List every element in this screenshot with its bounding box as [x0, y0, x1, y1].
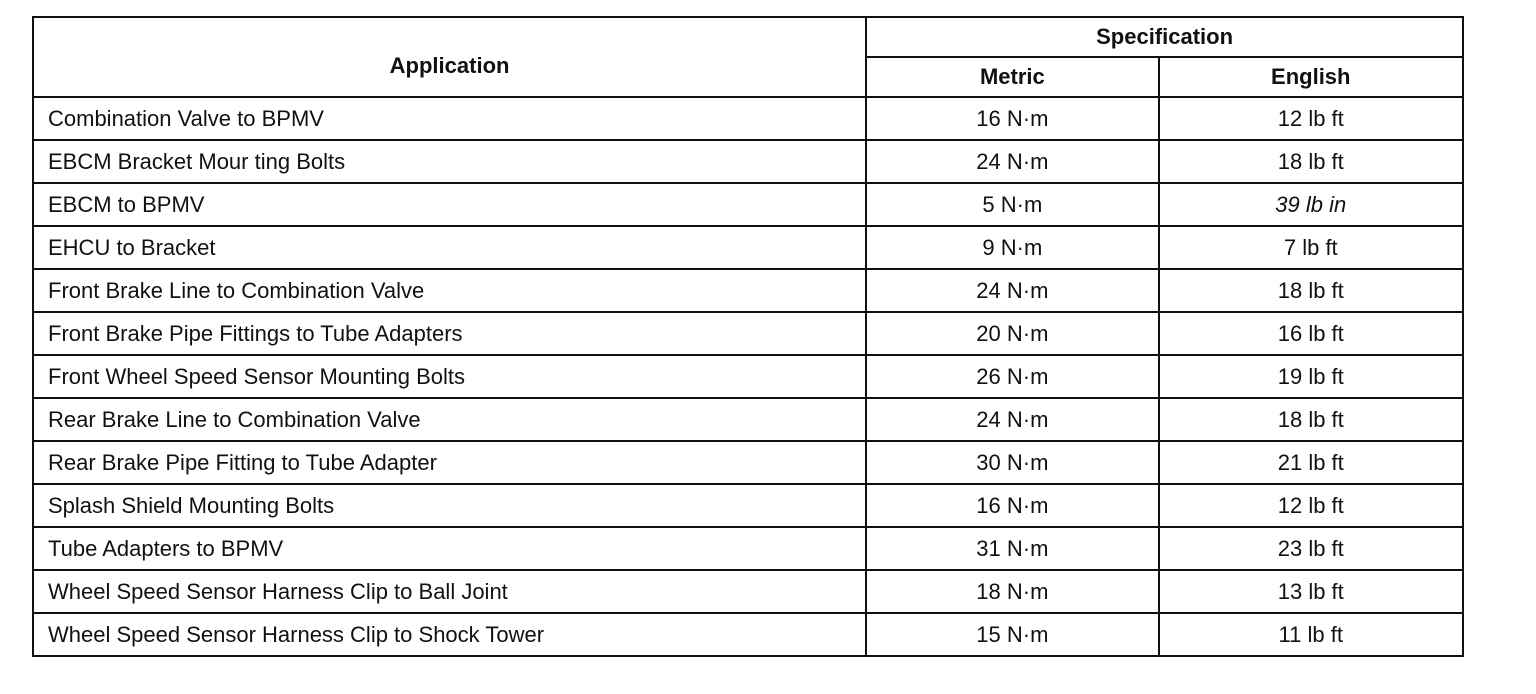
metric-cell: 24 N·m [866, 140, 1158, 183]
english-cell: 7 lb ft [1159, 226, 1463, 269]
table-row [33, 226, 1463, 269]
application-cell: Wheel Speed Sensor Harness Clip to Shock Tower [33, 613, 866, 656]
table-row [33, 183, 1463, 226]
application-cell: EBCM Bracket Mour ting Bolts [33, 140, 866, 183]
application-cell: Combination Valve to BPMV [33, 97, 866, 140]
english-cell: 39 lb in [1159, 183, 1463, 226]
english-cell: 12 lb ft [1159, 484, 1463, 527]
english-cell: 18 lb ft [1159, 269, 1463, 312]
metric-cell: 16 N·m [866, 97, 1158, 140]
table-row [33, 140, 1463, 183]
metric-cell: 18 N·m [866, 570, 1158, 613]
application-cell: Tube Adapters to BPMV [33, 527, 866, 570]
metric-header: Metric [866, 57, 1158, 97]
table-row [33, 355, 1463, 398]
table-row [33, 613, 1463, 656]
table-body [33, 97, 1463, 656]
table-row [33, 97, 1463, 140]
application-header: Application [33, 17, 866, 97]
torque-spec-table [32, 16, 1464, 657]
english-cell: 16 lb ft [1159, 312, 1463, 355]
english-cell: 13 lb ft [1159, 570, 1463, 613]
english-cell: 18 lb ft [1159, 140, 1463, 183]
application-cell: Front Brake Pipe Fittings to Tube Adapters [33, 312, 866, 355]
application-cell: Front Wheel Speed Sensor Mounting Bolts [33, 355, 866, 398]
table-row [33, 312, 1463, 355]
metric-cell: 30 N·m [866, 441, 1158, 484]
application-cell: Rear Brake Pipe Fitting to Tube Adapter [33, 441, 866, 484]
table-row [33, 527, 1463, 570]
english-cell: 23 lb ft [1159, 527, 1463, 570]
table-header [33, 17, 1463, 97]
header-row-top [33, 17, 1463, 57]
metric-cell: 15 N·m [866, 613, 1158, 656]
english-cell: 18 lb ft [1159, 398, 1463, 441]
english-cell: 11 lb ft [1159, 613, 1463, 656]
metric-cell: 31 N·m [866, 527, 1158, 570]
metric-cell: 24 N·m [866, 398, 1158, 441]
english-header: English [1159, 57, 1463, 97]
metric-cell: 24 N·m [866, 269, 1158, 312]
application-cell: EBCM to BPMV [33, 183, 866, 226]
metric-cell: 20 N·m [866, 312, 1158, 355]
metric-cell: 5 N·m [866, 183, 1158, 226]
application-cell: Front Brake Line to Combination Valve [33, 269, 866, 312]
metric-cell: 26 N·m [866, 355, 1158, 398]
metric-cell: 9 N·m [866, 226, 1158, 269]
table-row [33, 269, 1463, 312]
table-row [33, 570, 1463, 613]
application-cell: Wheel Speed Sensor Harness Clip to Ball Joint [33, 570, 866, 613]
specification-header: Specification [866, 17, 1463, 57]
table-row [33, 484, 1463, 527]
english-cell: 21 lb ft [1159, 441, 1463, 484]
english-cell: 19 lb ft [1159, 355, 1463, 398]
metric-cell: 16 N·m [866, 484, 1158, 527]
table-row [33, 398, 1463, 441]
english-cell: 12 lb ft [1159, 97, 1463, 140]
table-row [33, 441, 1463, 484]
application-cell: Rear Brake Line to Combination Valve [33, 398, 866, 441]
application-cell: EHCU to Bracket [33, 226, 866, 269]
application-cell: Splash Shield Mounting Bolts [33, 484, 866, 527]
